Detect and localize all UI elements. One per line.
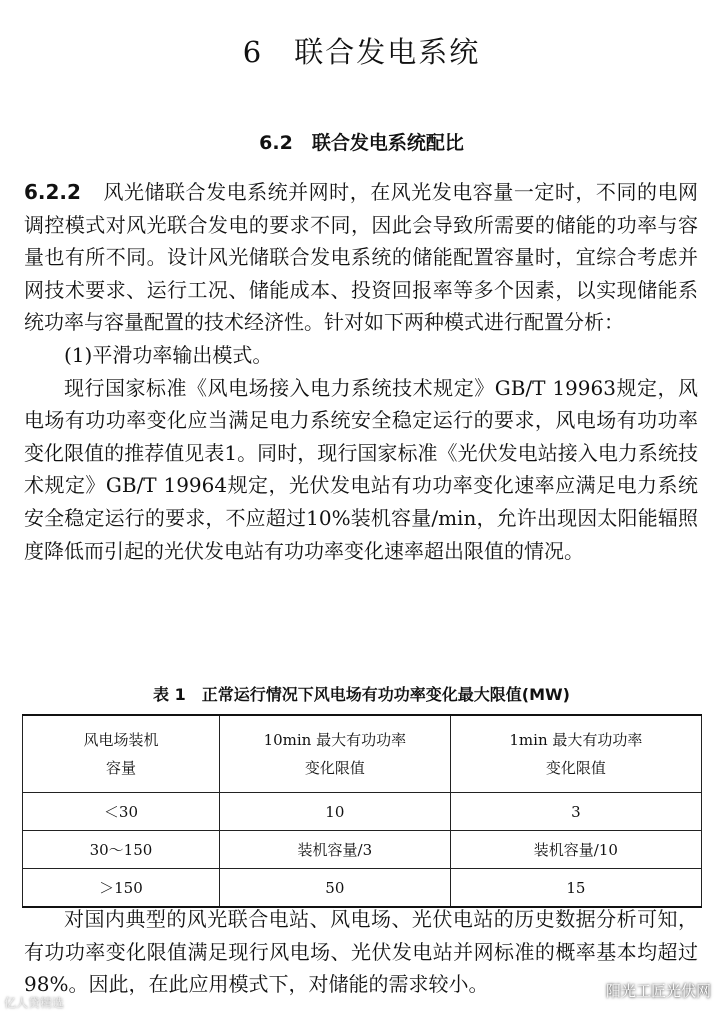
section-title: 6.2 联合发电系统配比 [259,132,464,154]
table-cell: 装机容量/3 [219,831,450,869]
table-cell: 装机容量/10 [450,831,701,869]
table-cell: 3 [450,793,701,831]
paragraph-analysis: 对国内典型的风光联合电站、风电场、光伏电站的历史数据分析可知，有功功率变化限值满足现行风电场、光伏发电站并网标准的概率基本均超过98%。因此，在此应用模式下，对储能的需求较小。 [24,907,698,997]
paragraph-text: 风光储联合发电系统并网时，在风光发电容量一定时，不同的电网调控模式对风光联合发电的要求不同，因此会导致所需要的储能的功率与容量也有所不同。设计风光储联合发电系统的储能配置容量时，宜综合考虑并网技术要求、运行工况、储能成本、投资回报率等多个因素，以实现储能系统功率与容量配置的技术经济性。针对如下两种模式进行配置分析： [24,180,698,335]
paragraph-standards: 现行国家标准《风电场接入电力系统技术规定》GB/T 19963规定，风电场有功功率变化应当满足电力系统安全稳定运行的要求，风电场有功功率变化限值的推荐值见表1。同时，现行国家标准《光伏发电站接入电力系统技术规定》GB/T 19964规定，光伏发电站有功功率变化速率应满足电力系统安全稳定运行的要求，不应超过10%装机容量/min，允许出现因太阳能辐照度降低而引起的光伏发电站有功功率变化速率超出限值的情况。 [24,375,698,563]
table-cell: 10 [219,793,450,831]
clause-number: 6.2.2 [24,180,81,204]
table-row [23,793,702,831]
table-header-cell: 10min 最大有功功率 变化限值 [219,715,450,793]
watermark-text: 阳光工匠光伏网 [605,982,711,1000]
table-caption: 表 1 正常运行情况下风电场有功功率变化最大限值(MW) [153,685,570,704]
table-header-cell: 1min 最大有功功率 变化限值 [450,715,701,793]
table-cell: 50 [219,869,450,908]
table-header-row [23,715,702,793]
watermark [583,980,711,1001]
table-header-cell: 风电场装机 容量 [23,715,220,793]
wechat-icon [583,983,601,1001]
table-row [23,831,702,869]
chapter-title: 6 联合发电系统 [242,35,481,69]
table-cell: 30～150 [23,831,220,869]
table-cell: 15 [450,869,701,908]
limits-table [22,714,702,908]
table-cell: ＞150 [23,869,220,908]
table-cell: ＜30 [23,793,220,831]
watermark-left: 亿人贷精选 [4,996,65,1010]
paragraph-6-2-2 [24,176,698,567]
table-row [23,869,702,908]
mode-heading: (1)平滑功率输出模式。 [64,342,273,367]
